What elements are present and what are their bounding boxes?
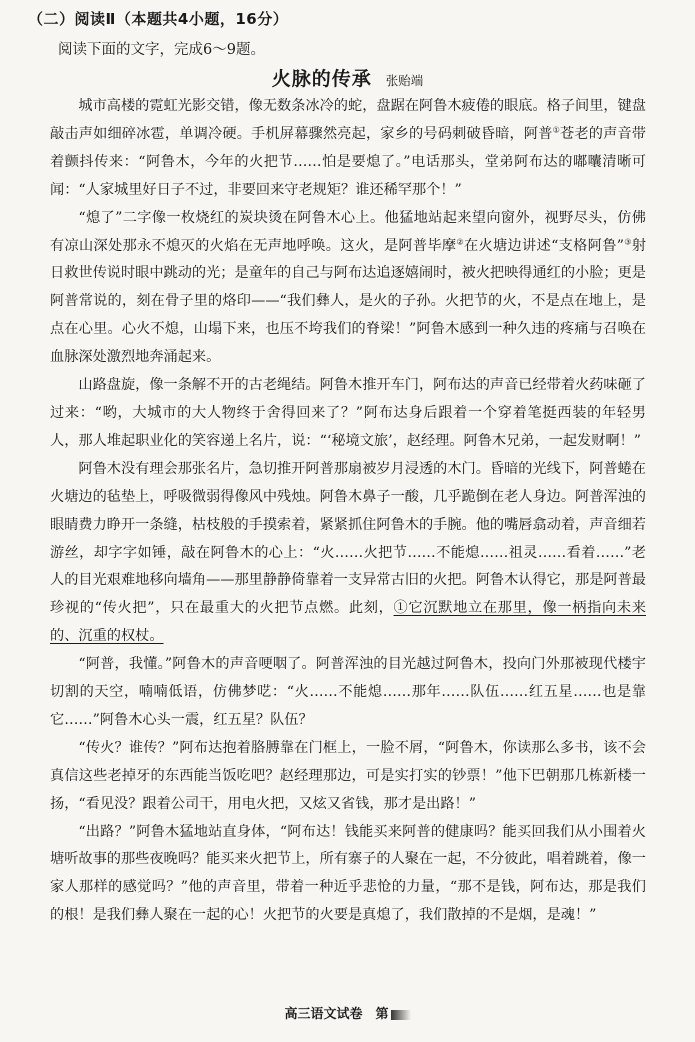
footer-text: 高三语文试卷 第	[284, 1007, 389, 1022]
footnote-marker-1: ①	[552, 125, 560, 135]
article-author: 张贻端	[385, 73, 424, 88]
section-heading: （二）阅读Ⅱ（本题共4小题，16分）	[28, 10, 289, 28]
title-row	[0, 64, 695, 91]
footnote-marker-3: ③	[623, 236, 632, 246]
article-title: 火脉的传承	[271, 68, 372, 90]
page-footer	[0, 1003, 695, 1022]
paragraph-6: “传火？谁传？”阿布达抱着胳膊靠在门框上，一脸不屑，“阿鲁木，你读那么多书，该不会真信这些老掉牙的东西能当饭吃吧？赵经理那边，可是实打实的钞票！”他下巴朝那几栋新楼一扬，“看见没？跟着公司干，用电火把，又炫又省钱，那才是出路！”	[50, 739, 646, 812]
paragraph-3: 山路盘旋，像一条解不开的古老绳结。阿鲁木推开车门，阿布达的声音已经带着火药味砸了过来：“哟，大城市的大人物终于舍得回来了？”阿布达身后跟着一个穿着笔挺西装的年轻男人，那人堆起职业化的笑容递上名片，说：“‘秘境文旅’，赵经理。阿鲁木兄弟，一起发财啊！”	[50, 377, 646, 449]
paragraph-7: “出路？”阿鲁木猛地站直身体，“阿布达！钱能买来阿普的健康吗？能买回我们从小围着火塘听故事的那些夜晚吗？能买来火把节上，所有寨子的人聚在一起，不分彼此，唱着跳着，像一家人那样的感觉吗？”他的声音里，带着一种近乎悲怆的力量，“那不是钱，阿布达，那是我们的根！是我们彝人聚在一起的心！火把节的火要是真熄了，我们散掉的不是烟，是魂！”	[50, 823, 646, 924]
scan-fade-mark	[391, 1010, 411, 1020]
paragraph-4: 阿鲁木没有理会那张名片，急切推开阿普那扇被岁月浸透的木门。昏暗的光线下，阿普蜷在火塘边的毡垫上，呼吸微弱得像风中残烛。阿鲁木鼻子一酸，几乎跪倒在老人身边。阿普浑浊的眼睛费力睁开一条缝，枯枝般的手摸索着，紧紧抓住阿鲁木的手腕。他的嘴唇翕动着，声音细若游丝，却字字如锤，敲在阿鲁木的心上：“火……火把节……不能熄……祖灵……看着……”老人的目光艰难地移向墙角——那里静静倚靠着一支异常古旧的火把。阿鲁木认得它，那是阿普最珍视的“传火把”，只在最重大的火把节点燃。此刻，①它沉默地立在那里，像一柄指向未来的、沉重的权杖。	[50, 460, 646, 645]
article-body	[50, 93, 646, 930]
paragraph-2: “熄了”二字像一枚烧红的炭块烫在阿鲁木心上。他猛地站起来望向窗外，视野尽头，仿佛有凉山深处那永不熄灭的火焰在无声地呼唤。这火，是阿普毕摩②在火塘边讲述“支格阿鲁”③射日救世传说时眼中跳动的光；是童年的自己与阿布达追逐嬉闹时，被火把映得通红的小脸；更是阿普常说的，刻在骨子里的烙印——“我们彝人，是火的子孙。火把节的火，不是点在地上，是点在心里。心火不熄，山塌下来，也压不垮我们的脊梁！”阿鲁木感到一种久违的疼痛与召唤在血脉深处激烈地奔涌起来。	[50, 209, 647, 366]
paragraph-1: 城市高楼的霓虹光影交错，像无数条冰冷的蛇，盘踞在阿鲁木疲倦的眼底。格子间里，键盘敲击声如细碎冰雹，单调冷硬。手机屏幕骤然亮起，家乡的号码刺破昏暗，阿普①苍老的声音带着颤抖传来：“阿鲁木，今年的火把节……怕是要熄了。”电话那头，堂弟阿布达的嘟囔清晰可闻：“人家城里好日子不过，非要回来守老规矩？谁还稀罕那个！”	[50, 98, 646, 198]
underlined-sentence-1: ①它沉默地立在那里，像一柄指向未来的、沉重的权杖。	[50, 600, 646, 645]
paragraph-5: “阿普，我懂。”阿鲁木的声音哽咽了。阿普浑浊的目光越过阿鲁木，投向门外那被现代楼宇切割的天空，喃喃低语，仿佛梦呓：“火……不能熄……那年……队伍……红五星……也是靠它……”阿鲁木心头一震，红五星？队伍？	[50, 656, 646, 728]
instruction-text: 阅读下面的文字，完成6～9题。	[58, 42, 265, 58]
footnote-marker-2: ②	[456, 236, 464, 246]
